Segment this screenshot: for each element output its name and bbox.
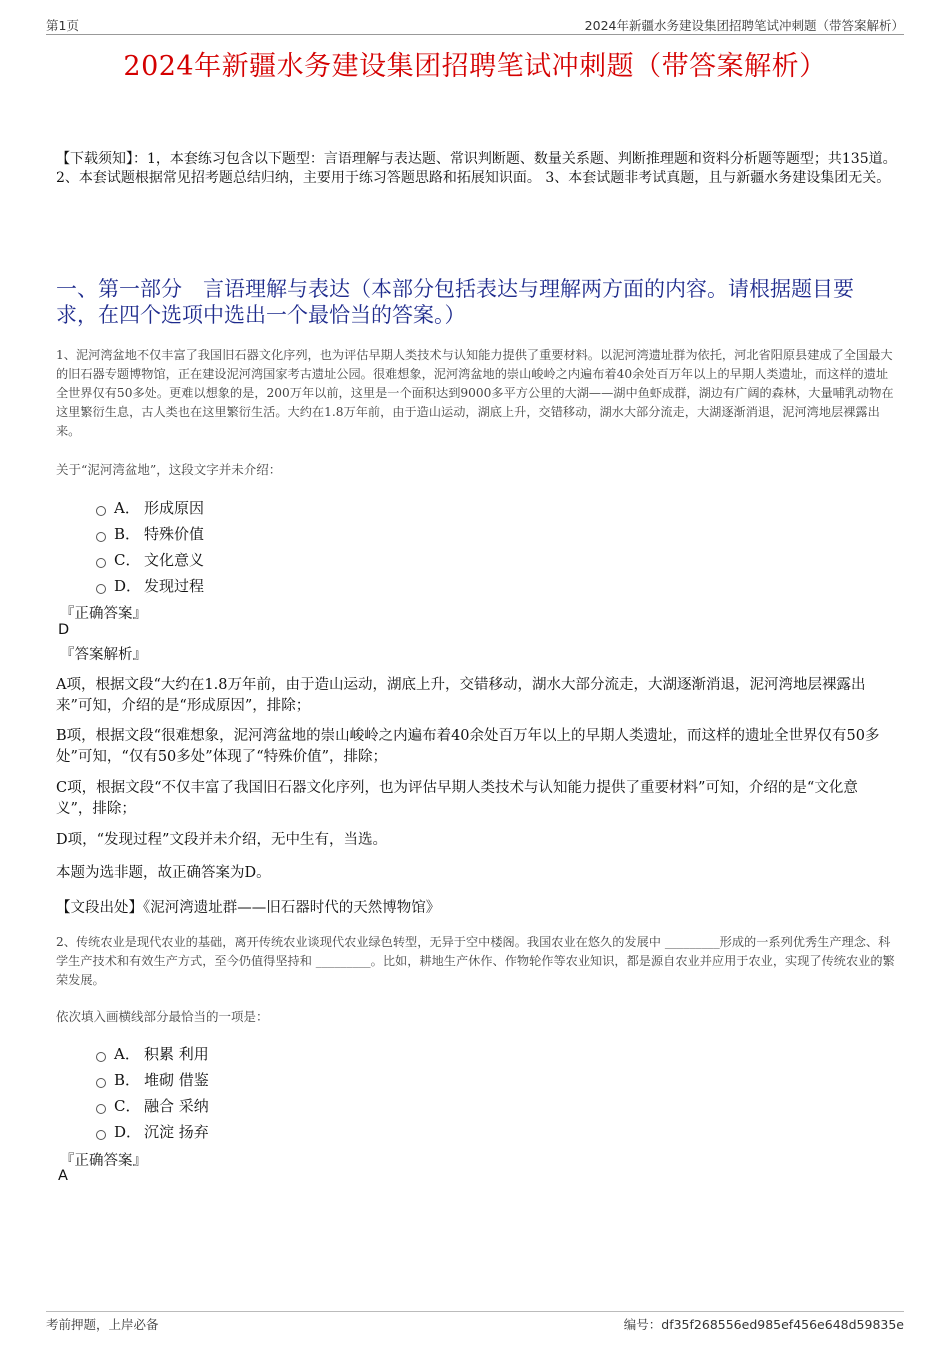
page-number: 第1页 bbox=[46, 18, 79, 33]
radio-icon[interactable] bbox=[96, 1104, 106, 1114]
section-title: 一、第一部分 言语理解与表达（本部分包括表达与理解两方面的内容。请根据题目要求，在四个选项中选出一个最恰当的答案。） bbox=[56, 277, 854, 327]
q2-option-c[interactable]: C． 融合 采纳 bbox=[96, 1095, 209, 1115]
radio-icon[interactable] bbox=[96, 1052, 106, 1062]
q2-answer-tag: 『正确答案』 bbox=[60, 1153, 147, 1169]
q1-analysis-d: D项，“发现过程”文段并未介绍，无中生有，当选。 bbox=[56, 832, 387, 848]
question-1-prompt: 关于“泥河湾盆地”，这段文字并未介绍： bbox=[56, 462, 282, 477]
radio-icon[interactable] bbox=[96, 584, 106, 594]
radio-icon[interactable] bbox=[96, 1078, 106, 1088]
question-2-stem: 2、传统农业是现代农业的基础，离开传统农业谈现代农业绿色转型，无异于空中楼阁。我国农业在悠久的发展中 _________形成的一系列优秀生产理念、科学生产技术和有效生产方式，至今仍值得坚持和 _________。比如，耕地生产休作、作物轮作等农业知识，都是源自农业并应用于农业，实现了传统农业的繁荣发展。 bbox=[56, 935, 895, 987]
q1-analysis-a: A项，根据文段“大约在1.8万年前，由于造山运动，湖底上升，交错移动，湖水大部分流走，大湖逐渐消退，泥河湾地层裸露出来”可知，介绍的是“形成原因”，排除； bbox=[56, 677, 866, 714]
page-header bbox=[46, 14, 904, 35]
q1-analysis-c: C项，根据文段“不仅丰富了我国旧石器文化序列，也为评估早期人类技术与认知能力提供了重要材料”可知，介绍的是“文化意义”，排除； bbox=[56, 780, 858, 817]
q1-answer: D bbox=[58, 622, 70, 638]
question-1-stem: 1、泥河湾盆地不仅丰富了我国旧石器文化序列，也为评估早期人类技术与认知能力提供了重要材料。以泥河湾遗址群为依托，河北省阳原县建成了全国最大的旧石器专题博物馆，正在建设泥河湾国家考古遗址公园。很难想象，泥河湾盆地的崇山峻岭之内遍布着40余处百万年以上的早期人类遗址，而这样的遗址全世界仅有50多处。更难以想象的是，200万年以前，这里是一个面积达到9000多平方公里的大湖——湖中鱼虾成群，湖边有广阔的森林，大量哺乳动物在这里繁衍生息，古人类也在这里繁衍生活。大约在1.8万年前，由于造山运动，湖底上升，交错移动，湖水大部分流走，大湖逐渐消退，泥河湾地层裸露出来。 bbox=[56, 348, 894, 438]
radio-icon[interactable] bbox=[96, 532, 106, 542]
question-2-prompt: 依次填入画横线部分最恰当的一项是： bbox=[56, 1009, 269, 1024]
q2-option-d[interactable]: D． 沉淀 扬弃 bbox=[96, 1121, 209, 1141]
q1-option-d[interactable]: D． 发现过程 bbox=[96, 575, 204, 595]
q2-option-a[interactable]: A． 积累 利用 bbox=[96, 1043, 209, 1063]
radio-icon[interactable] bbox=[96, 1130, 106, 1140]
q1-answer-tag: 『正确答案』 bbox=[60, 606, 147, 622]
footer-serial: 编号：df35f268556ed985ef456e648d59835e bbox=[623, 1317, 904, 1332]
q1-option-b[interactable]: B． 特殊价值 bbox=[96, 523, 204, 543]
q1-analysis-tag: 『答案解析』 bbox=[60, 647, 147, 663]
document-title: 2024年新疆水务建设集团招聘笔试冲刺题（带答案解析） bbox=[123, 51, 827, 82]
q2-answer: A bbox=[58, 1168, 68, 1184]
radio-icon[interactable] bbox=[96, 558, 106, 568]
q1-analysis-b: B项，根据文段“很难想象，泥河湾盆地的崇山峻岭之内遍布着40余处百万年以上的早期人类遗址，而这样的遗址全世界仅有50多处”可知，“仅有50多处”体现了“特殊价值”，排除； bbox=[56, 728, 880, 765]
page-footer bbox=[46, 1311, 904, 1334]
q1-option-c[interactable]: C． 文化意义 bbox=[96, 549, 204, 569]
q1-source: 【文段出处】《泥河湾遗址群——旧石器时代的天然博物馆》 bbox=[56, 900, 441, 916]
footer-slogan: 考前押题，上岸必备 bbox=[46, 1317, 159, 1332]
radio-icon[interactable] bbox=[96, 506, 106, 516]
q1-option-a[interactable]: A． 形成原因 bbox=[96, 497, 204, 517]
q1-conclusion: 本题为选非题，故正确答案为D。 bbox=[56, 865, 271, 881]
q2-option-b[interactable]: B． 堆砌 借鉴 bbox=[96, 1069, 209, 1089]
download-notice: 【下载须知】：1，本套练习包含以下题型：言语理解与表达题、常识判断题、数量关系题、判断推理题和资料分析题等题型；共135道。 2、本套试题根据常见招考题总结归纳，主要用于练习答题思路和拓展知识面。 3、本套试题非考试真题，且与新疆水务建设集团无关。 bbox=[56, 151, 897, 186]
header-doc-title: 2024年新疆水务建设集团招聘笔试冲刺题（带答案解析） bbox=[584, 18, 904, 33]
